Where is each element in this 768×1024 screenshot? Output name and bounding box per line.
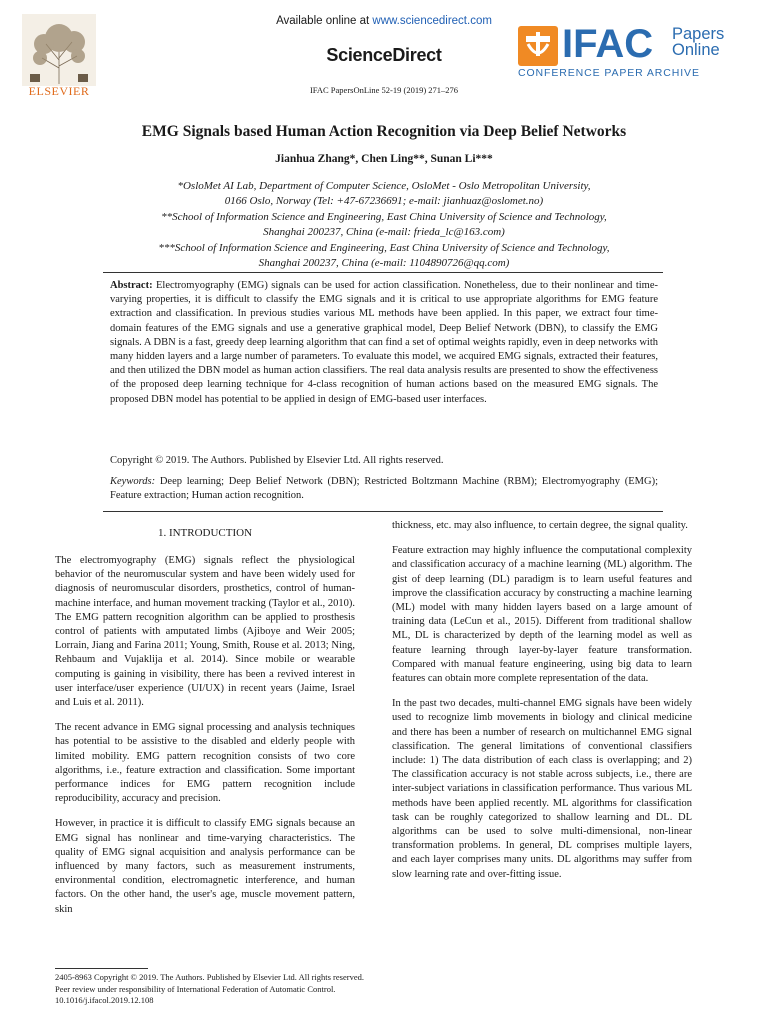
ifac-emblem-icon [518, 26, 558, 66]
elsevier-wordmark: ELSEVIER [28, 84, 90, 98]
footer-doi[interactable]: 10.1016/j.ifacol.2019.12.108 [55, 995, 154, 1005]
affiliation-line: 0166 Oslo, Norway (Tel: +47-67236691; e-mail: jianhuaz@oslomet.no) [224, 195, 544, 208]
paper-authors: Jianhua Zhang*, Chen Ling**, Sunan Li*** [275, 153, 493, 165]
available-prefix: Available online at [276, 15, 373, 27]
abstract [110, 279, 658, 407]
body-paragraph: thickness, etc. may also influence, to certain degree, the signal quality. [392, 520, 688, 531]
conference-archive-label: CONFERENCE PAPER ARCHIVE [518, 67, 700, 79]
footer-rule [55, 968, 148, 969]
ifac-wordmark: IFAC [562, 22, 654, 66]
affiliation-line: **School of Information Science and Engineering, East China University of Science and Technology, [161, 210, 607, 223]
body-paragraph: The electromyography (EMG) signals reflect the physiological behavior of the neuromuscular system and have been widely used for diagnosis of neuromuscular disorders, prosthetics, control of human-machine interface, and human movement tracking (Taylor et al., 2010). The EMG pattern recognition algorithm can be applied to prosthesis control of patients with amputated limbs (Ajiboye and Weir 2005; Lorrain, Jiang and Farina 2011; Young, Smith, Rouse et al. 2013; Ning, Rehbaum and Vujaklija et al. 2014). Since mobile or wearable computing is gaining in visibility, there has been a revived interest in user interface/user experience (UI/UX) in recent years (Jaime, Israel and Luis et al. 2011). [55, 555, 355, 709]
journal-reference: IFAC PapersOnLine 52-19 (2019) 271–276 [309, 85, 459, 95]
section-heading: 1. INTRODUCTION [157, 527, 253, 539]
keywords [110, 475, 658, 503]
body-paragraph: However, in practice it is difficult to classify EMG signals because an EMG signal has nonlinear and time-varying characteristics. The quality of EMG signal acquisition and analysis performance can be influenced by many factors, such as measurement instruments, environmental condition, electromagnetic interference, and human factors. On the other hand, the user's age, muscle movement pattern, skin [55, 818, 355, 915]
body-paragraph: In the past two decades, multi-channel EMG signals have been widely used to recognize limb movements in biology and clinical medicine and there has been a number of research on multichannel EMG signal classification. The general limitations of conventional classifiers include: 1) The data distribution of each class is overlapping; and 2) The classification accuracy is not stable across subjects, i.e., there are inter-subject variations in classification performance. Thus various ML methods have been applied recently. ML algorithms for classification task can be roughly categorized to shallow learning and DL. DL algorithms can be used to solve multi-dimensional, non-linear transformation problems. In general, DL comprises multiple layers, and each layer comprises many units. DL algorithms may suffer from slow learning rate and over-fitting issue. [392, 698, 692, 880]
sciencedirect-link[interactable]: www.sciencedirect.com [372, 15, 492, 27]
abstract-top-rule [103, 272, 663, 273]
papers-online-line2: Online [672, 41, 720, 59]
affiliation-line: ***School of Information Science and Engineering, East China University of Science and Technology, [158, 241, 610, 254]
papers-online-wordmark [672, 26, 724, 58]
right-column [392, 519, 692, 893]
abstract-text: Electromyography (EMG) signals can be used for action classification. Nonetheless, due to their nonlinear and time-varying properties, it is difficult to classify the EMG signals and it is critical to use appropriate algorithms for EMG feature extraction and classification. In previous studies various ML methods have been applied. In this paper, we extract four time-domain features of the EMG signals and use a generative graphical model, Deep Belief Network (DBN), to classify the EMG signals. A DBN is a fast, greedy deep learning algorithm that can find a set of optimal weights rapidly, even in deep networks with many hidden layers and a large number of parameters. To evaluate this model, we acquired EMG signals, extracted their features, and then utilized the DBN model as human action classifiers. The real data analysis results are presented to show the effectiveness of the proposed deep learning technique for 4-class recognition of human actions based on the measured EMG signals. The proposed DBN model has potential to be applied in design of EMG-based user interfaces. [110, 280, 658, 405]
author-affiliations [0, 179, 768, 271]
body-paragraph: The recent advance in EMG signal processing and analysis techniques has potential to be assistive to the disabled and elderly people with limited mobility. EMG pattern recognition consists of two core algorithms, i.e., feature extraction and classification. Some important performance indices for EMG pattern recognition include reproducibility, accuracy and precision. [55, 722, 355, 805]
affiliation-line: Shanghai 200237, China (e-mail: frieda_lc@163.com) [263, 226, 505, 239]
paper-title: EMG Signals based Human Action Recognition via Deep Belief Networks [141, 123, 627, 140]
sciencedirect-wordmark: ScienceDirect [326, 45, 442, 65]
left-column [55, 554, 355, 928]
footer-copyright: 2405-8963 Copyright © 2019. The Authors. Published by Elsevier Ltd. All rights reserved. [55, 972, 364, 982]
papers-online-line1: Papers [672, 25, 725, 43]
keywords-text: Deep learning; Deep Belief Network (DBN); Restricted Boltzmann Machine (RBM); Electromyography (EMG); Feature extraction; Human action recognition. [110, 476, 658, 502]
keywords-label: Keywords: [110, 476, 156, 487]
body-paragraph: Feature extraction may highly influence the computational complexity and classification accuracy of a machine learning (ML) algorithm. The gist of deep learning (DL) paradigm is to learn useful features and improve the classification accuracy by constructing a machine learning (ML) model with many hidden layers based on a large amount of training data (LeCun et al., 2015). Different from traditional shallow ML, DL is characterized by depth of the learning model as well as feature learning through layer-by-layer feature transformation. Compared with manual feature engineering, using big data to learn features can obtain more complete representation of the data. [392, 545, 692, 685]
affiliation-line: Shanghai 200237, China (e-mail: 1104890726@qq.com) [258, 257, 510, 270]
abstract-bottom-rule [103, 511, 663, 512]
copyright-notice: Copyright © 2019. The Authors. Published by Elsevier Ltd. All rights reserved. [110, 455, 444, 466]
abstract-label: Abstract: [110, 280, 153, 291]
affiliation-line: *OsloMet AI Lab, Department of Computer Science, OsloMet - Oslo Metropolitan University, [177, 180, 591, 192]
footer-peer-review: Peer review under responsibility of International Federation of Automatic Control. [55, 983, 336, 994]
page-footer [55, 972, 555, 1007]
